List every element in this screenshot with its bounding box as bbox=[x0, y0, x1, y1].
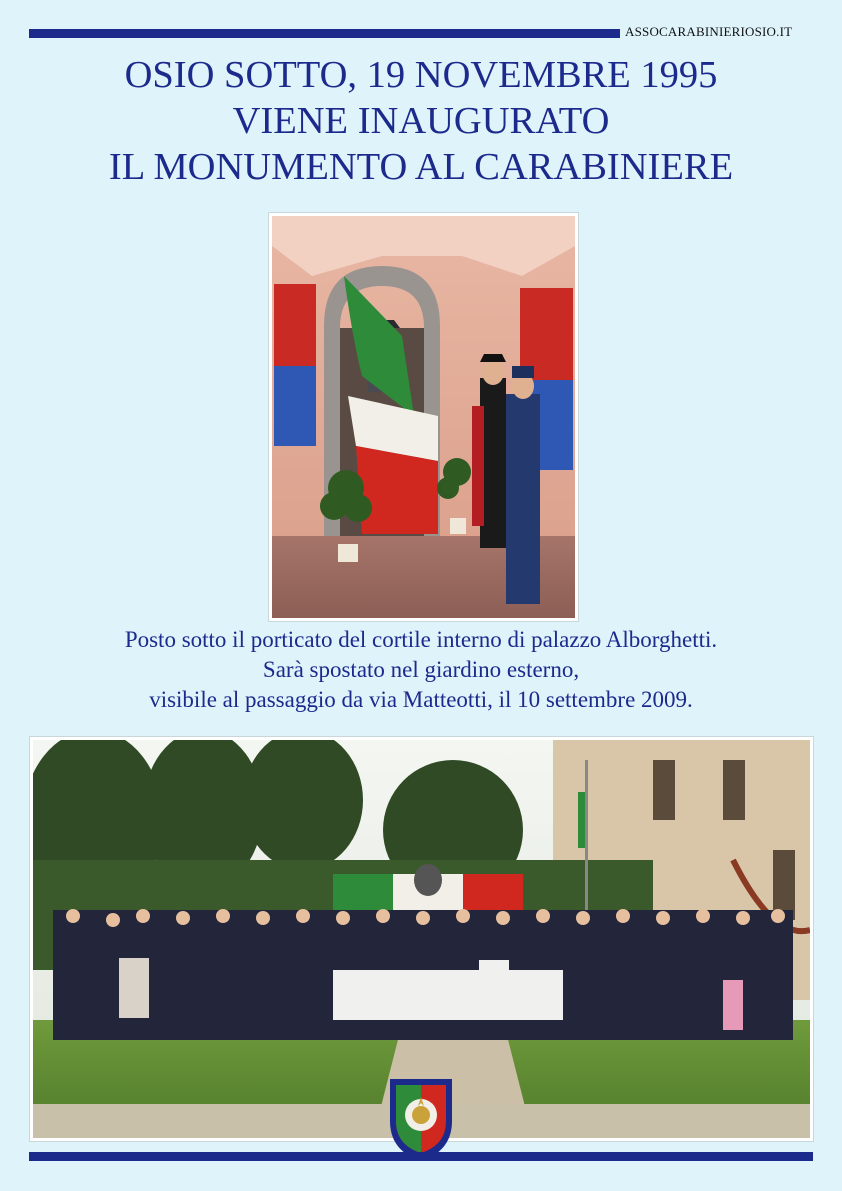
title-line-3: IL MONUMENTO AL CARABINIERE bbox=[108, 146, 734, 188]
photo-caption bbox=[0, 625, 842, 715]
caption-line-3: visibile al passaggio da via Matteotti, il 10 settembre 2009. bbox=[149, 687, 693, 712]
top-divider bbox=[29, 29, 620, 38]
carabinieri-emblem-icon bbox=[386, 1075, 456, 1163]
monument-photo bbox=[268, 212, 579, 622]
title-line-2: VIENE INAUGURATO bbox=[232, 100, 610, 142]
group-photo bbox=[29, 736, 814, 1142]
bottom-divider bbox=[29, 1152, 813, 1161]
caption-line-2: Sarà spostato nel giardino esterno, bbox=[262, 657, 580, 682]
page-title bbox=[0, 52, 842, 190]
monument-photo-image bbox=[272, 216, 575, 618]
title-line-1: OSIO SOTTO, 19 NOVEMBRE 1995 bbox=[124, 54, 718, 96]
caption-line-1: Posto sotto il porticato del cortile interno di palazzo Alborghetti. bbox=[124, 627, 718, 652]
site-url: ASSOCARABINIERIOSIO.IT bbox=[625, 24, 793, 39]
